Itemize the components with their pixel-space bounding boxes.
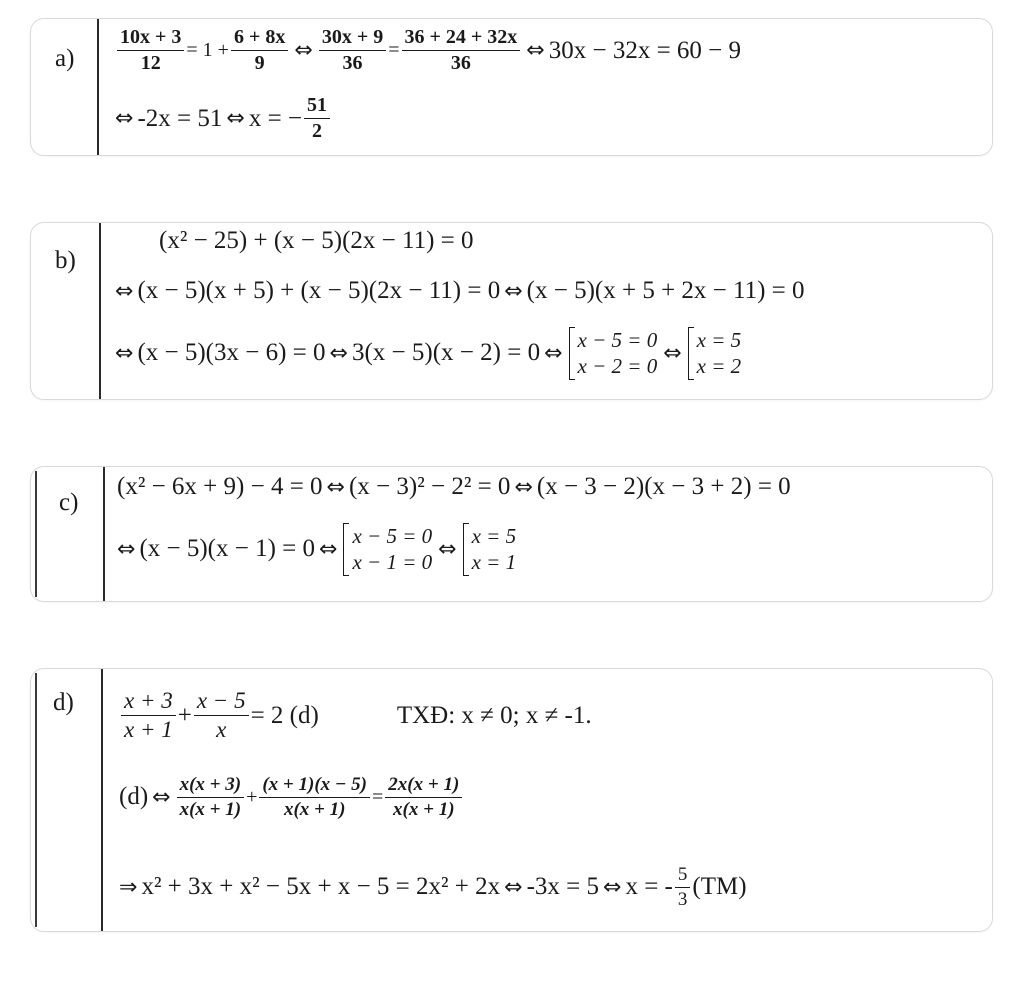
- iff-icon: ⇔: [504, 278, 523, 304]
- b-sys1-row-2: x − 2 = 0: [577, 354, 658, 379]
- a-eq: =: [388, 39, 400, 61]
- iff-icon: ⇔: [544, 340, 563, 366]
- divider-b: [99, 223, 101, 399]
- d-l2-frac-2: [259, 775, 370, 820]
- a-frac-3: [319, 27, 386, 74]
- a-frac-1-num: 10x + 3: [117, 27, 184, 51]
- solution-box-a: [30, 18, 993, 156]
- a-frac-4-num: 36 + 24 + 32x: [402, 27, 521, 51]
- d-frac-1-num: x + 3: [121, 689, 176, 716]
- d-l3-frac-num: 5: [675, 865, 691, 888]
- d-l2-frac-3: [385, 775, 462, 820]
- left-border-d: [35, 673, 37, 927]
- label-b: b): [55, 247, 76, 274]
- c-sys1-row-2: x − 1 = 0: [352, 550, 433, 575]
- d-l3-text-3: x = -: [625, 873, 673, 901]
- a-l2-text-2: x = −: [248, 104, 303, 132]
- b-sys1-row-1: x − 5 = 0: [577, 328, 658, 352]
- c-line-2: [117, 523, 518, 576]
- c-system-2: [463, 523, 517, 576]
- a-text-2: 30x − 32x = 60 − 9: [548, 36, 742, 64]
- d-frac-2: [194, 689, 249, 742]
- d-l2-frac-3-num: 2x(x + 1): [385, 775, 462, 798]
- iff-icon: ⇔: [438, 536, 457, 562]
- a-frac-3-num: 30x + 9: [319, 27, 386, 51]
- b-system-1: [569, 327, 658, 380]
- iff-icon: ⇔: [294, 38, 313, 63]
- d-l3-frac-den: 3: [677, 888, 688, 910]
- b-l3-text-b: 3(x − 5)(x − 2) = 0: [351, 339, 541, 367]
- d-l3-text-4: (TM): [692, 873, 747, 901]
- a-l2-text-1: -2x = 51: [137, 104, 223, 132]
- d-frac-2-den: x: [216, 717, 227, 743]
- d-plus-1: +: [177, 701, 192, 729]
- d-l2-frac-1: [177, 775, 244, 820]
- iff-icon: ⇔: [663, 340, 682, 366]
- solution-box-c: [30, 466, 993, 602]
- iff-icon: ⇔: [603, 874, 622, 900]
- divider-c: [103, 467, 105, 601]
- d-l1-text: = 2 (d): [250, 701, 319, 729]
- iff-icon: ⇔: [115, 106, 134, 131]
- d-l2-frac-1-den: x(x + 1): [179, 798, 242, 820]
- a-text-1: = 1 +: [186, 39, 229, 61]
- c-sys2-row-1: x = 5: [471, 524, 517, 548]
- d-l3-text-1: x² + 3x + x² − 5x + x − 5 = 2x² + 2x: [141, 873, 501, 901]
- iff-icon: ⇔: [319, 536, 338, 562]
- iff-icon: ⇔: [504, 874, 523, 900]
- c-sys2-row-2: x = 1: [471, 550, 517, 575]
- label-c: c): [59, 489, 79, 516]
- b-line-1: [159, 227, 474, 255]
- b-line-2: [115, 277, 805, 305]
- d-l3-frac: [675, 865, 691, 910]
- a-l2-frac-num: 51: [304, 95, 330, 119]
- a-frac-1: [117, 27, 184, 74]
- d-line-1: [119, 689, 592, 742]
- d-l2-plus: +: [246, 785, 258, 808]
- a-l2-frac-den: 2: [312, 120, 323, 142]
- d-line-2: [119, 775, 464, 820]
- label-d: d): [53, 689, 74, 716]
- b-sys2-row-1: x = 5: [696, 328, 742, 352]
- a-frac-2-den: 9: [254, 52, 265, 74]
- implies-icon: ⇒: [119, 874, 138, 900]
- a-frac-2: [231, 27, 288, 74]
- bracket-icon: [343, 523, 349, 576]
- d-frac-2-num: x − 5: [194, 689, 249, 716]
- solution-box-d: [30, 668, 993, 932]
- a-line-1: [115, 27, 741, 74]
- d-domain-text: TXĐ: x ≠ 0; x ≠ -1.: [396, 701, 592, 729]
- a-frac-4-den: 36: [450, 52, 471, 74]
- iff-icon: ⇔: [514, 474, 533, 500]
- b-l1-text: (x² − 25) + (x − 5)(2x − 11) = 0: [159, 227, 474, 254]
- iff-icon: ⇔: [117, 536, 136, 562]
- c-l1-text-c: (x − 3 − 2)(x − 3 + 2) = 0: [536, 473, 791, 500]
- solution-box-b: [30, 222, 993, 400]
- a-l2-frac: [304, 95, 330, 142]
- iff-icon: ⇔: [152, 784, 171, 810]
- iff-icon: ⇔: [115, 278, 134, 304]
- a-line-2: [115, 95, 332, 142]
- bracket-icon: [569, 327, 575, 380]
- bracket-icon: [688, 327, 694, 380]
- c-l2-text-a: (x − 5)(x − 1) = 0: [139, 535, 316, 563]
- divider-d: [101, 669, 103, 931]
- d-l3-text-2: -3x = 5: [526, 873, 599, 901]
- iff-icon: ⇔: [326, 474, 345, 500]
- c-system-1: [343, 523, 432, 576]
- b-sys2-row-2: x = 2: [696, 354, 742, 379]
- b-l3-text-a: (x − 5)(3x − 6) = 0: [137, 339, 326, 367]
- iff-icon: ⇔: [226, 106, 245, 131]
- d-line-3: [119, 865, 747, 910]
- left-border-c: [35, 471, 37, 597]
- c-l1-text-a: (x² − 6x + 9) − 4 = 0: [117, 473, 323, 500]
- bracket-icon: [463, 523, 469, 576]
- d-l2-frac-2-num: (x + 1)(x − 5): [259, 775, 370, 798]
- c-line-1: [117, 473, 791, 501]
- a-frac-2-num: 6 + 8x: [231, 27, 288, 51]
- b-line-3: [115, 327, 743, 380]
- c-l1-text-b: (x − 3)² − 2² = 0: [348, 473, 511, 500]
- iff-icon: ⇔: [115, 340, 134, 366]
- d-l2-eq: =: [372, 785, 384, 808]
- iff-icon: ⇔: [329, 340, 348, 366]
- label-a: a): [55, 45, 75, 72]
- divider-a: [97, 19, 99, 155]
- d-l2-frac-2-den: x(x + 1): [283, 798, 346, 820]
- d-l2-frac-3-den: x(x + 1): [393, 798, 455, 820]
- b-system-2: [688, 327, 742, 380]
- b-l2-text-b: (x − 5)(x + 5 + 2x − 11) = 0: [526, 277, 805, 304]
- iff-icon: ⇔: [526, 38, 545, 63]
- b-l2-text-a: (x − 5)(x + 5) + (x − 5)(2x − 11) = 0: [137, 277, 501, 304]
- d-frac-1-den: x + 1: [124, 717, 173, 743]
- d-l2-frac-1-num: x(x + 3): [177, 775, 244, 798]
- a-frac-1-den: 12: [140, 52, 161, 74]
- a-frac-3-den: 36: [342, 52, 363, 74]
- d-l2-label: (d): [119, 783, 149, 811]
- d-frac-1: [121, 689, 176, 742]
- a-frac-4: [402, 27, 521, 74]
- c-sys1-row-1: x − 5 = 0: [352, 524, 433, 548]
